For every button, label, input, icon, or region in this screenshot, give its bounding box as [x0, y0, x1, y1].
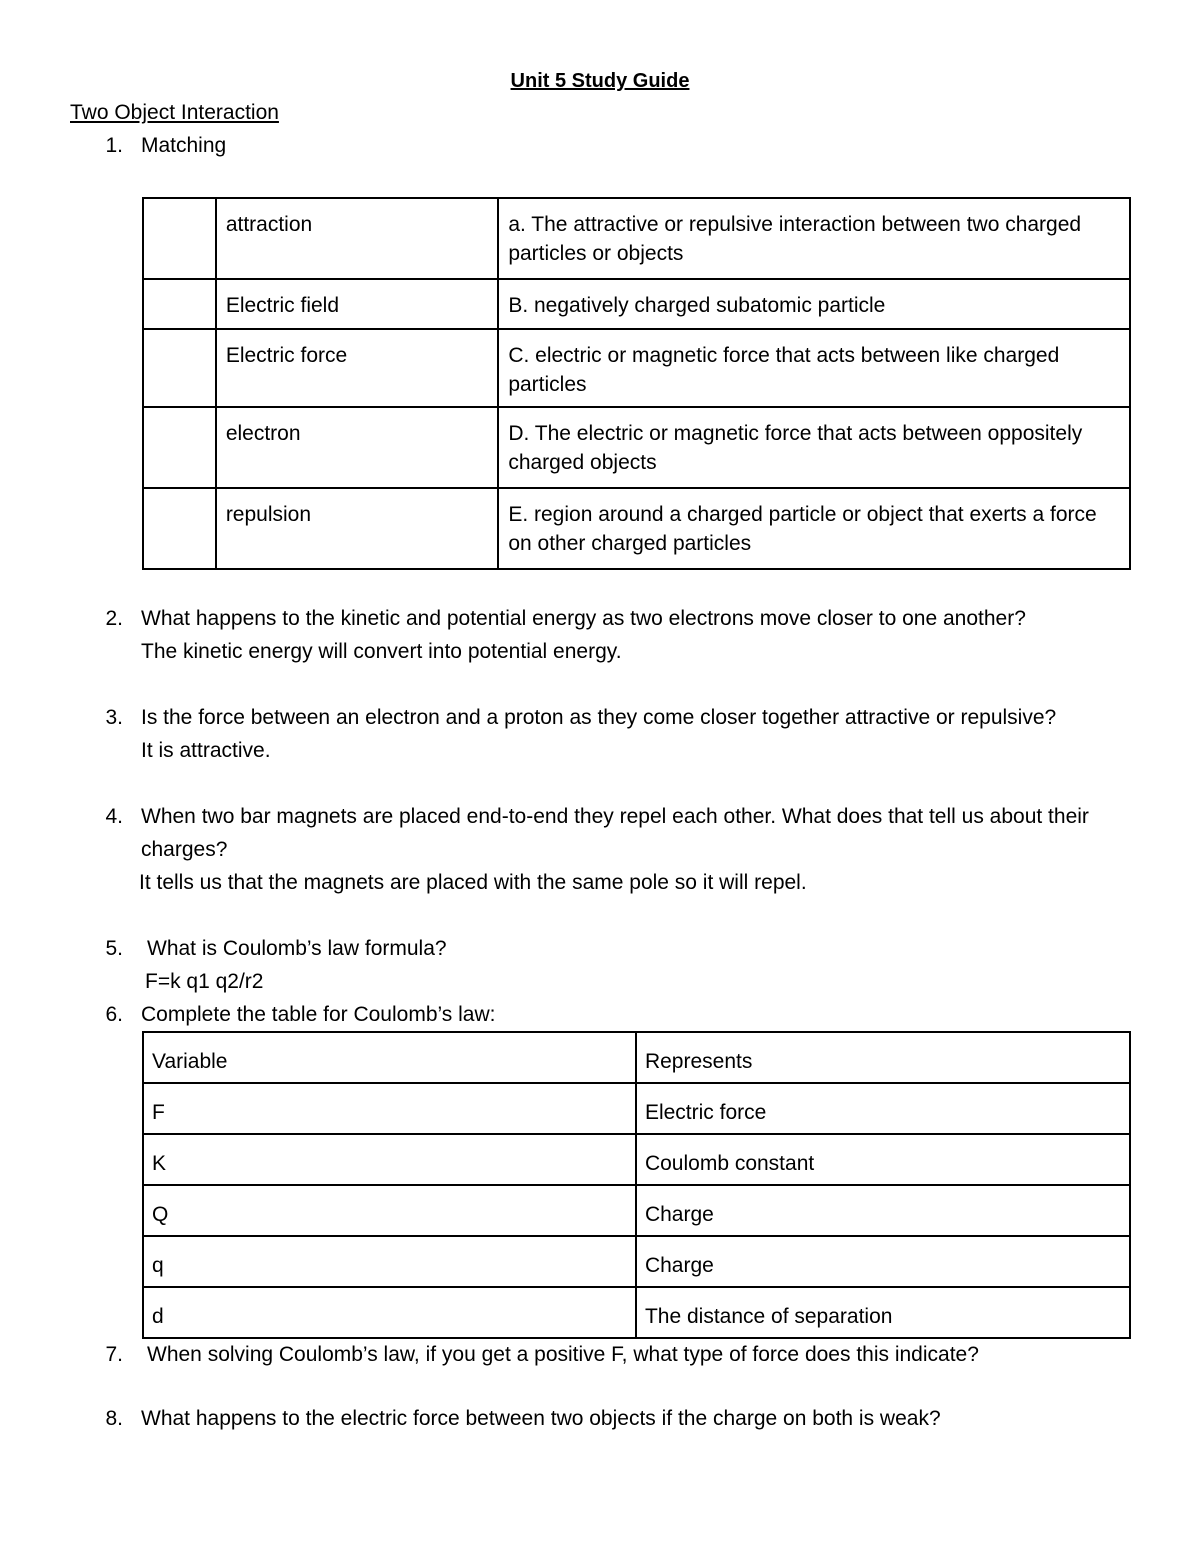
definition-cell: B. negatively charged subatomic particle — [498, 279, 1130, 329]
answer-blank[interactable] — [143, 329, 216, 407]
variable-cell: q — [143, 1236, 636, 1287]
variable-cell: F — [143, 1083, 636, 1134]
table-row — [143, 1287, 1130, 1338]
section-heading: Two Object Interaction — [70, 101, 279, 124]
answer-text: It is attractive. — [141, 739, 271, 762]
table-header-row — [143, 1032, 1130, 1083]
table-row — [143, 1185, 1130, 1236]
table-row — [143, 1083, 1130, 1134]
term-cell: attraction — [216, 198, 499, 279]
question-number: 4. — [105, 805, 123, 828]
question-number: 8. — [105, 1407, 123, 1430]
table-row — [143, 1236, 1130, 1287]
table-row — [143, 1134, 1130, 1185]
table-row — [143, 407, 1130, 488]
table-row — [143, 198, 1130, 279]
definition-cell: D. The electric or magnetic force that acts between oppositely charged objects — [498, 407, 1130, 488]
question-text: When two bar magnets are placed end-to-end they repel each other. What does that tell us about their — [141, 805, 1089, 828]
header-variable: Variable — [143, 1032, 636, 1083]
question-number: 1. — [105, 134, 123, 157]
definition-cell: C. electric or magnetic force that acts between like charged particles — [498, 329, 1130, 407]
question-text: Matching — [141, 134, 227, 157]
question-text-continued: charges? — [141, 838, 228, 861]
question-text: Complete the table for Coulomb’s law: — [141, 1003, 496, 1026]
variable-cell: d — [143, 1287, 636, 1338]
answer-blank[interactable] — [143, 488, 216, 569]
represents-cell: Charge — [636, 1185, 1130, 1236]
answer-text: F=k q1 q2/r2 — [145, 970, 264, 993]
represents-cell: Charge — [636, 1236, 1130, 1287]
question-number: 6. — [105, 1003, 123, 1026]
definition-cell: a. The attractive or repulsive interaction between two charged particles or objects — [498, 198, 1130, 279]
question-number: 3. — [105, 706, 123, 729]
coulomb-table — [142, 1031, 1131, 1339]
table-row — [143, 279, 1130, 329]
term-cell: electron — [216, 407, 499, 488]
variable-cell: Q — [143, 1185, 636, 1236]
answer-text: It tells us that the magnets are placed with the same pole so it will repel. — [139, 871, 807, 894]
question-number: 7. — [105, 1343, 123, 1366]
variable-cell: K — [143, 1134, 636, 1185]
question-text: What happens to the electric force between two objects if the charge on both is weak? — [141, 1407, 941, 1430]
represents-cell: The distance of separation — [636, 1287, 1130, 1338]
answer-blank[interactable] — [143, 198, 216, 279]
definition-cell: E. region around a charged particle or object that exerts a force on other charged particles — [498, 488, 1130, 569]
table-row — [143, 329, 1130, 407]
answer-blank[interactable] — [143, 407, 216, 488]
term-cell: Electric force — [216, 329, 499, 407]
question-text: Is the force between an electron and a proton as they come closer together attractive or repulsive? — [141, 706, 1057, 729]
question-text: What happens to the kinetic and potential energy as two electrons move closer to one another? — [141, 607, 1026, 630]
answer-text: The kinetic energy will convert into potential energy. — [141, 640, 622, 663]
matching-table — [142, 197, 1131, 570]
represents-cell: Electric force — [636, 1083, 1130, 1134]
represents-cell: Coulomb constant — [636, 1134, 1130, 1185]
answer-blank[interactable] — [143, 279, 216, 329]
term-cell: repulsion — [216, 488, 499, 569]
term-cell: Electric field — [216, 279, 499, 329]
question-number: 5. — [105, 937, 123, 960]
page-title: Unit 5 Study Guide — [510, 70, 690, 92]
question-text: What is Coulomb’s law formula? — [147, 937, 447, 960]
question-text: When solving Coulomb’s law, if you get a positive F, what type of force does this indicate? — [147, 1343, 979, 1366]
header-represents: Represents — [636, 1032, 1130, 1083]
question-number: 2. — [105, 607, 123, 630]
table-row — [143, 488, 1130, 569]
